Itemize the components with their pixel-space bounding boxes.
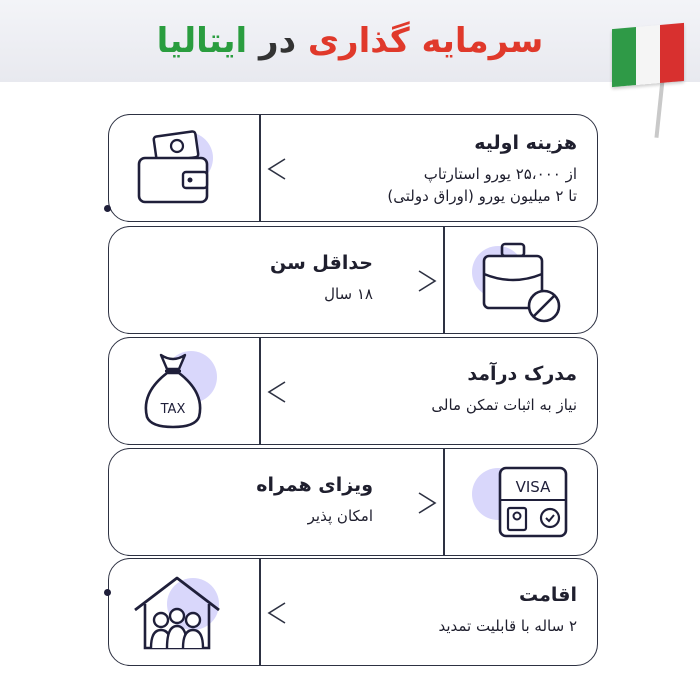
card-line-1: ۱۸ سال xyxy=(324,285,373,303)
wallet-icon xyxy=(125,120,235,220)
card-text xyxy=(277,360,577,416)
connector-dot xyxy=(104,589,111,596)
visa-label: VISA xyxy=(515,478,551,496)
title-part-2: در xyxy=(259,21,297,61)
card-line-1: از ۲۵،۰۰۰ یورو استارتاپ xyxy=(423,165,577,183)
page-title xyxy=(0,16,700,66)
card-line-1: نیاز به اثبات تمکن مالی xyxy=(431,396,577,414)
italy-flag-icon xyxy=(612,23,684,87)
card-heading: هزینه اولیه xyxy=(474,132,577,154)
title-part-3: ایتالیا xyxy=(156,21,248,61)
tax-label: TAX xyxy=(160,402,186,417)
card-text xyxy=(277,129,577,207)
chevron-right-icon xyxy=(413,267,441,295)
card-line-2: تا ۲ میلیون یورو (اوراق دولتی) xyxy=(387,187,577,205)
card-text xyxy=(277,581,577,637)
card-line-1: امکان پذیر xyxy=(307,507,373,525)
chevron-right-icon xyxy=(413,489,441,517)
card-heading: مدرک درآمد xyxy=(467,363,577,385)
card-text xyxy=(133,249,373,305)
connector-dot xyxy=(104,205,111,212)
card-heading: اقامت xyxy=(519,584,577,606)
card-heading: ویزای همراه xyxy=(256,474,373,496)
family-house-icon xyxy=(125,564,235,664)
card-text xyxy=(133,471,373,527)
briefcase-blocked-icon xyxy=(462,234,572,334)
tax-bag-icon xyxy=(125,341,235,441)
card-heading: حداقل سن xyxy=(270,252,373,274)
card-line-1: ۲ ساله با قابلیت تمدید xyxy=(438,617,577,635)
visa-card-icon xyxy=(462,456,572,556)
title-part-1: سرمایه گذاری xyxy=(307,21,544,61)
